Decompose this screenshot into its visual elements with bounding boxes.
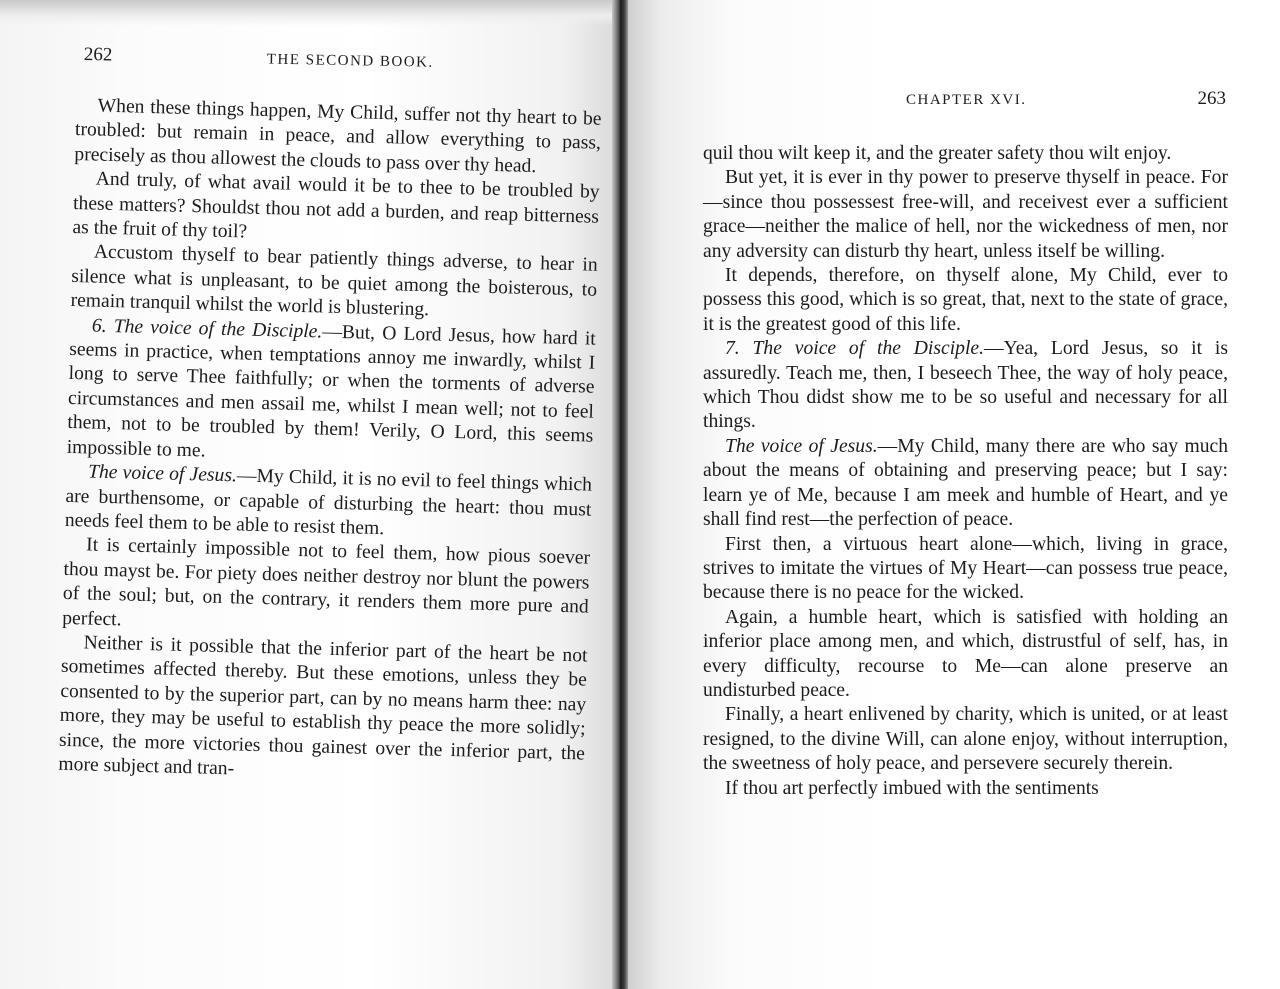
paragraph xyxy=(74,94,602,181)
paragraph-text: If thou art perfectly imbued with the sentiments xyxy=(725,777,1099,799)
paragraph xyxy=(703,264,1228,337)
paragraph xyxy=(62,533,590,644)
book-gutter xyxy=(612,0,628,989)
paragraph-text: Accustom thyself to bear patiently things adverse, to hear in silence what is unpleasant, to be quiet among the boisterous, to remain tranquil whilst the world is blustering. xyxy=(70,241,598,321)
paragraph-lead: The voice of Jesus. xyxy=(87,461,238,487)
paragraph-text: Again, a humble heart, which is satisfied with holding an inferior place among men, and which, distrustful of self, has, in every difficulty, recourse to Me—can alone preserve an undisturbed peace. xyxy=(703,606,1228,701)
paragraph-lead: 7. The voice of the Disciple. xyxy=(725,338,984,360)
left-page-header xyxy=(84,44,434,73)
paragraph xyxy=(703,703,1228,776)
right-page-text xyxy=(703,142,1228,801)
paragraph xyxy=(72,167,600,254)
top-shadow xyxy=(0,0,612,26)
paragraph-text: Neither is it possible that the inferior part of the heart be not sometimes affected thereby. But these emotions, unless they be consented to by the superior part, can by no means harm thee: nay more, they may be useful to establish thy peace the more solidly; since, the more victories thou gainest over the inferior part, the more subject and tran- xyxy=(58,632,588,780)
paragraph-text: When these things happen, My Child, suffer not thy heart to be troubled: but remain in peace, and allow everything to pass, precisely as thou allowest the clouds to pass over thy head. xyxy=(74,95,602,177)
paragraph-text: Finally, a heart enlivened by charity, which is united, or at least resigned, to the divine Will, can alone enjoy, without interruption, the sweetness of holy peace, and persevere securely therein. xyxy=(703,704,1228,775)
paragraph xyxy=(70,240,598,327)
paragraph-text: —My Child, many there are who say much about the means of obtaining and preserving peace; but I say: learn ye of Me, because I am meek and humble of Heart, and ye shall find rest—the perfection of peace. xyxy=(703,435,1228,531)
paragraph-text: —But, O Lord Jesus, how hard it seems in practice, when temptations annoy me inwardly, whilst I long to serve Thee faithfully; or when the torments of adverse circumstances and men assail me, whilst I mean well; not to feel them, not to be troubled by them! Verily, O Lord, this seems impossible to me. xyxy=(66,321,597,462)
paragraph-lead: The voice of Jesus. xyxy=(725,435,878,457)
paragraph-text: quil thou wilt keep it, and the greater safety thou wilt enjoy. xyxy=(703,143,1172,164)
paragraph-lead: 6. The voice of the Disciple. xyxy=(91,315,323,343)
paragraph-text: And truly, of what avail would it be to thee to be troubled by these matters? Shouldst thou not add a burden, and reap bitterness as the fruit of thy toil? xyxy=(72,168,600,243)
paragraph-text: First then, a virtuous heart alone—which, living in grace, strives to imitate the virtues of My Heart—can possess true peace, because there is no peace for the wicked. xyxy=(703,533,1228,604)
paragraph xyxy=(703,533,1228,606)
paragraph xyxy=(703,777,1228,801)
paragraph-text: —My Child, it is no evil to feel things which are burthensome, or capable of disturbing the heart: thou must needs feel them to be able to resist them. xyxy=(64,465,593,540)
paragraph-text: But yet, it is ever in thy power to preserve thyself in peace. For—since thou possessest free-will, and receivest ever a sufficient grace—neither the malice of hell, nor the wickedness of men, nor any adversity can disturb thy heart, unless itself be willing. xyxy=(703,167,1228,262)
paragraph-text: It is certainly impossible not to feel them, how pious soever thou mayst be. For piety does neither destroy nor blunt the powers of the soul; but, on the contrary, it renders them more pure and perfect. xyxy=(62,534,591,630)
paragraph xyxy=(703,435,1228,533)
paragraph xyxy=(703,606,1228,704)
paragraph xyxy=(66,314,596,474)
page-number: 263 xyxy=(1197,88,1226,109)
running-title: THE SECOND BOOK. xyxy=(266,51,434,71)
left-page xyxy=(0,0,612,989)
right-page xyxy=(628,0,1280,989)
paragraph xyxy=(65,460,593,547)
paragraph xyxy=(703,166,1228,264)
running-title: CHAPTER XVI. xyxy=(906,92,1027,108)
paragraph-text: It depends, therefore, on thyself alone, My Child, ever to possess this good, which is so great, that, next to the state of grace, it is the greatest good of this life. xyxy=(703,265,1228,335)
paragraph xyxy=(58,631,588,791)
paragraph xyxy=(703,337,1228,435)
paragraph xyxy=(703,142,1228,166)
page-number: 262 xyxy=(83,44,113,66)
paragraph-text: —Yea, Lord Jesus, so it is assuredly. Teach me, then, I beseech Thee, the way of holy peace, which Thou didst show me to be so useful and necessary for all things. xyxy=(703,338,1228,433)
left-page-text xyxy=(58,94,602,791)
right-page-header xyxy=(906,88,1226,110)
